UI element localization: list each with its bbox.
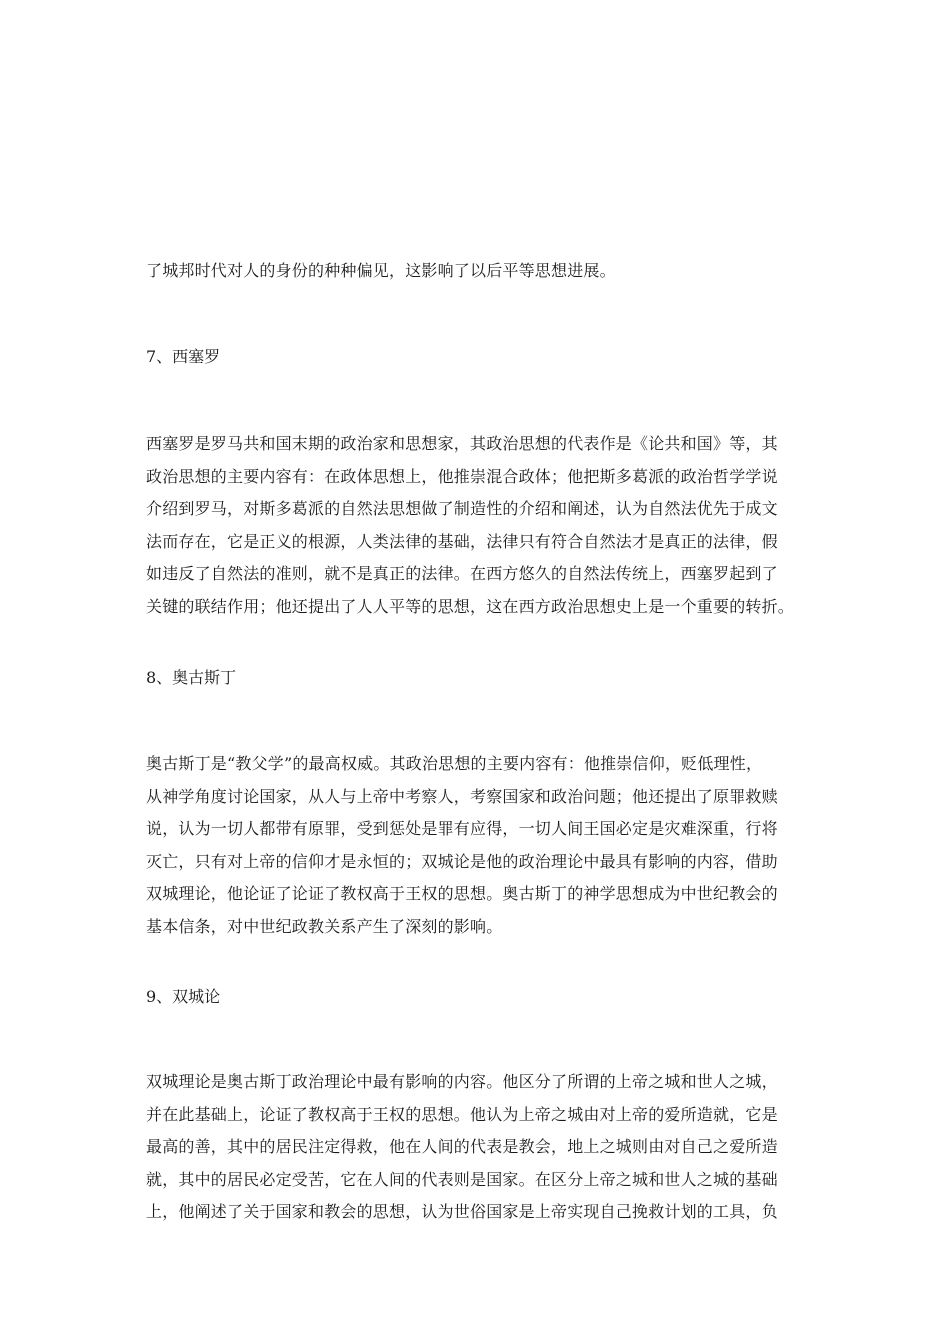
paragraph-line: 双城理论，他论证了论证了教权高于王权的思想。奥古斯丁的神学思想成为中世纪教会的 [146, 884, 778, 903]
paragraph-line: 政治思想的主要内容有：在政体思想上，他推崇混合政体；他把斯多葛派的政治哲学学说 [146, 466, 778, 486]
section-paragraph-9 [146, 1066, 810, 1229]
paragraph-line: 并在此基础上，论证了教权高于王权的思想。他认为上帝之城由对上帝的爱所造就，它是 [146, 1104, 778, 1124]
paragraph-line: 双城理论是奥古斯丁政治理论中最有影响的内容。他区分了所谓的上帝之城和世人之城， [146, 1072, 778, 1091]
paragraph-line: 如违反了自然法的准则，就不是真正的法律。在西方悠久的自然法传统上，西塞罗起到了 [146, 564, 778, 583]
paragraph-line: 了城邦时代对人的身份的种种偏见，这影响了以后平等思想进展。 [146, 261, 616, 280]
paragraph-line: 上，他阐述了关于国家和教会的思想，认为世俗国家是上帝实现自己挽救计划的工具，负 [146, 1202, 778, 1221]
paragraph-line: 介绍到罗马，对斯多葛派的自然法思想做了制造性的介绍和阐述，认为自然法优先于成文 [146, 499, 778, 518]
paragraph-line: 说，认为一切人都带有原罪，受到惩处是罪有应得，一切人间王国必定是灾难深重，行将 [146, 819, 778, 838]
paragraph-line: 就，其中的居民必定受苦，它在人间的代表则是国家。在区分上帝之城和世人之城的基础 [146, 1169, 778, 1189]
section-heading-9: 9、双城论 [146, 987, 221, 1006]
continuation-paragraph [146, 255, 810, 288]
paragraph-line: 奥古斯丁是“教父学”的最高权威。其政治思想的主要内容有：他推崇信仰，贬低理性， [146, 754, 763, 773]
paragraph-line: 法而存在，它是正义的根源，人类法律的基础，法律只有符合自然法才是真正的法律，假 [146, 531, 778, 551]
section-paragraph-7 [146, 428, 810, 623]
paragraph-line: 从神学角度讨论国家，从人与上帝中考察人，考察国家和政治问题；他还提出了原罪救赎 [146, 786, 778, 806]
section-heading-8: 8、奥古斯丁 [146, 668, 237, 687]
paragraph-line: 灭亡，只有对上帝的信仰才是永恒的；双城论是他的政治理论中最具有影响的内容，借助 [146, 851, 778, 871]
section-heading-7: 7、西塞罗 [146, 347, 221, 366]
paragraph-line: 西塞罗是罗马共和国末期的政治家和思想家，其政治思想的代表作是《论共和国》等，其 [146, 434, 778, 453]
paragraph-line: 最高的善，其中的居民注定得救，他在人间的代表是教会，地上之城则由对自己之爱所造 [146, 1137, 778, 1156]
section-paragraph-8 [146, 748, 810, 943]
paragraph-line: 基本信条，对中世纪政教关系产生了深刻的影响。 [146, 916, 503, 936]
paragraph-line: 关键的联结作用；他还提出了人人平等的思想，这在西方政治思想史上是一个重要的转折。 [146, 596, 795, 616]
